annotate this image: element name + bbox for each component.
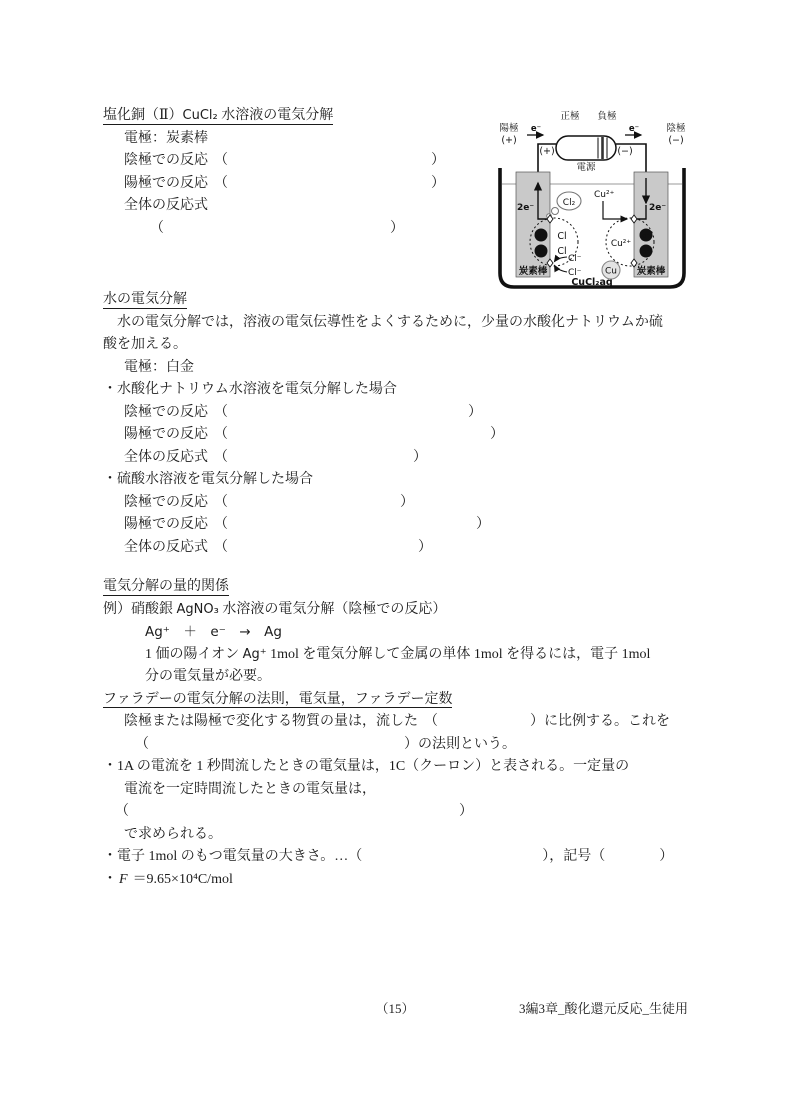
positive-terminal-label: 正極 [560, 111, 580, 122]
close-paren: ） [431, 153, 445, 168]
chloride-arrow [555, 266, 568, 273]
gas-bubble-small [552, 208, 559, 215]
close-paren: ） [459, 804, 473, 819]
faraday-symbol: F [119, 871, 128, 887]
cathode-label: 陰極 [666, 123, 686, 134]
section4-coulomb-formula-blank [115, 801, 703, 824]
section2-case1-line [103, 379, 703, 402]
section2-case1-anode-line [124, 424, 703, 447]
section2-electrode-line [124, 357, 703, 380]
open-paren: （ [115, 804, 129, 819]
body-text: 電流を一定時間流したときの電気量は， [124, 781, 376, 797]
electron-label-right: e⁻ [628, 124, 640, 134]
body-text: ・電子 1mol のもつ電気量の大きさ。… [103, 849, 349, 864]
close-paren: ） [490, 427, 504, 442]
section3-title: 電気分解の量的関係 [103, 579, 229, 594]
close-paren: ） [542, 849, 550, 864]
section4-coulomb-end-line [124, 824, 703, 847]
body-text: 1 価の陽イオン [145, 646, 243, 662]
answer-blank [228, 415, 468, 416]
overall-label: 全体の反応式 [124, 539, 208, 555]
section2-title: 水の電気分解 [103, 292, 187, 307]
answer-blank [605, 859, 659, 860]
answer-blank [362, 859, 542, 860]
close-paren: ） [659, 849, 674, 864]
anode-label: 陽極での反応 [124, 427, 208, 442]
chlorine-atom-label: Cl [557, 231, 567, 242]
electrolysis-diagram [494, 106, 692, 299]
copper-deposit-label: Cu [605, 266, 617, 277]
copper-ion-label-top: Cu²⁺ [594, 190, 615, 200]
section4-faraday-constant-line [103, 869, 703, 892]
power-minus-sign: (−) [617, 146, 633, 157]
two-electron-label-left: 2e⁻ [517, 203, 535, 213]
carbon-electrode-right [634, 172, 668, 277]
section2-para-line2 [103, 334, 703, 357]
body-text: で求められる。 [124, 826, 222, 842]
body-text: 分の電気量が必要。 [145, 669, 271, 684]
cathode-label: 陰極での反応 [124, 153, 208, 168]
body-text: 陰極または陽極で変化する物質の量は，流した [124, 714, 418, 729]
section2-case1-cathode-line [124, 402, 703, 425]
section4-law-line1 [124, 711, 703, 734]
answer-blank [228, 460, 413, 461]
body-text: の法則という。 [418, 736, 516, 752]
copper-ion-arrow [603, 201, 627, 219]
chloride-ion-label: Cl⁻ [568, 254, 582, 264]
paragraph-text: 水の電気分解では，溶液の電気伝導性をよくするために，少量の水酸化ナトリウムか硫 [103, 314, 663, 330]
overall-label: 全体の反応式 [124, 198, 208, 213]
cathode-sign: (−) [668, 135, 684, 146]
overall-label: 全体の反応式 [124, 449, 208, 465]
answer-blank [228, 186, 431, 187]
section3-example-line [103, 599, 703, 622]
open-paren: （ [214, 517, 228, 532]
answer-blank [228, 163, 431, 164]
section4-charge-line [103, 846, 703, 869]
section2-case2-line [103, 469, 703, 492]
open-paren: （ [150, 220, 164, 236]
ion-formula: Ag⁺ [242, 646, 267, 662]
chlorine-atom-label: Cl [557, 246, 567, 257]
example-post: 水溶液の電気分解（陰極での反応） [218, 601, 447, 617]
close-paren: ） [530, 714, 544, 729]
electrode-label: 電極：炭素棒 [124, 130, 208, 146]
example-formula: AgNO₃ [176, 601, 219, 617]
answer-blank [228, 505, 400, 506]
example-pre: 例）硝酸銀 [103, 601, 177, 617]
body-text: ・1A の電流を 1 秒間流したときの電気量は，1C（クーロン）と表される。一定量の [103, 759, 630, 774]
half-reaction-equation: Ag⁺ ＋ e⁻ → Ag [145, 624, 282, 640]
close-paren: ） [468, 404, 482, 420]
bullet: ・ [103, 871, 117, 887]
section3-body-line1 [145, 644, 703, 667]
carbon-electrode-left [516, 172, 550, 277]
open-paren: （ [591, 849, 606, 864]
open-paren: （ [214, 175, 228, 191]
open-paren: （ [214, 539, 228, 555]
open-paren: （ [214, 153, 228, 168]
open-paren: （ [214, 427, 228, 442]
answer-blank [149, 747, 404, 748]
close-paren: ） [404, 736, 418, 752]
body-text: に比例する。これを [544, 714, 670, 729]
chloride-arrow [555, 257, 568, 262]
open-paren: （ [214, 449, 228, 465]
chlorine-gas-label: Cl₂ [562, 198, 576, 208]
electron-dot-label: e⁻ [537, 247, 545, 256]
section2-case1-overall-line [124, 447, 703, 470]
case-label: ・水酸化ナトリウム水溶液を電気分解した場合 [103, 382, 397, 397]
chloride-ion-label: Cl⁻ [568, 268, 582, 278]
close-paren: ） [390, 220, 404, 236]
section2-case2-overall-line [124, 537, 703, 560]
spacer [103, 559, 703, 576]
section1-title-post: 水溶液の電気分解 [217, 108, 334, 123]
two-electron-label-right: 2e⁻ [649, 203, 667, 213]
power-source-label: 電源 [576, 162, 596, 173]
body-text: 1mol を電気分解して金属の単体 1mol を得るには，電子 1mol [266, 646, 651, 662]
section2-para-line1 [103, 312, 703, 335]
section3-body-line2 [145, 666, 703, 689]
section4-law-line2 [135, 734, 703, 757]
close-paren: ） [476, 517, 490, 532]
close-paren: ） [400, 494, 414, 510]
electron-dot-label: e⁻ [642, 247, 650, 256]
page-number: （15） [375, 1001, 415, 1016]
section4-title: ファラデーの電気分解の法則，電気量，ファラデー定数 [103, 691, 453, 707]
answer-blank [438, 724, 530, 725]
electrolysis-cell-figure [494, 106, 692, 294]
electron-dot-label: e⁻ [537, 231, 545, 240]
carbon-rod-label-left: 炭素棒 [518, 266, 548, 277]
negative-terminal-label: 負極 [597, 111, 617, 122]
open-paren: （ [214, 404, 228, 420]
close-paren: ） [431, 175, 445, 191]
anode-label: 陽極 [499, 123, 519, 134]
section4-title-line [103, 689, 703, 712]
answer-blank [164, 231, 390, 232]
open-paren: （ [348, 849, 363, 864]
solution-label: CuCl₂aq [571, 277, 613, 288]
copper-ion-zone-label: Cu²⁺ [610, 239, 632, 249]
section1-title-formula: CuCl₂ [182, 108, 218, 123]
section3-equation-line [145, 621, 703, 644]
answer-blank [228, 527, 476, 528]
page-footer [0, 999, 790, 1019]
footer-document-id: 3編3章_酸化還元反応_生徒用 [518, 1001, 688, 1016]
open-paren: （ [424, 714, 438, 729]
section2-case2-anode-line [124, 514, 703, 537]
anode-label: 陽極での反応 [124, 175, 208, 191]
cathode-label: 陰極での反応 [124, 404, 208, 420]
close-paren: ） [413, 449, 427, 465]
close-paren: ） [418, 539, 432, 555]
anode-label: 陽極での反応 [124, 517, 208, 532]
open-paren: （ [135, 736, 149, 752]
faraday-value: ＝9.65×10⁴C/mol [132, 871, 233, 887]
electron-label-left: e⁻ [530, 124, 542, 134]
electron-dot-label: e⁻ [642, 231, 650, 240]
section2-case2-cathode-line [124, 492, 703, 515]
answer-blank [228, 437, 490, 438]
section1-title [103, 108, 333, 125]
section3-title-line [103, 576, 703, 599]
paragraph-text: 酸を加える。 [103, 337, 187, 352]
section4-coulomb-line1 [103, 756, 703, 779]
anode-sign: (+) [501, 135, 517, 146]
carbon-rod-label-right: 炭素棒 [636, 266, 666, 277]
section4-coulomb-line2 [124, 779, 703, 802]
electrode-label: 電極：白金 [124, 359, 194, 375]
open-paren: （ [214, 494, 228, 510]
body-text: ，記号 [549, 849, 592, 864]
section1-title-pre: 塩化銅（Ⅱ） [103, 108, 183, 123]
cathode-label: 陰極での反応 [124, 494, 208, 510]
power-plus-sign: (+) [539, 146, 555, 157]
answer-blank [228, 550, 418, 551]
case-label: ・硫酸水溶液を電気分解した場合 [103, 472, 313, 487]
answer-blank [129, 814, 459, 815]
